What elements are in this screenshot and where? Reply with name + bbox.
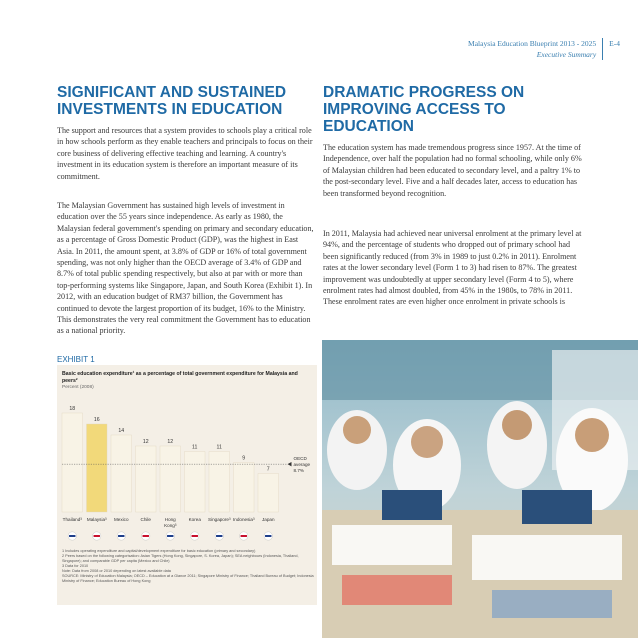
flag-stripe [143, 535, 149, 537]
exhibit-title: Basic education expenditure¹ as a percentage of total government expenditure for Malaysia and peers² [62, 371, 298, 384]
category-label: Singapore³ [208, 517, 231, 522]
bar-value-label: 9 [242, 455, 246, 462]
flag-stripe [94, 535, 100, 537]
oecd-label: 8.7% [293, 468, 304, 474]
exhibit-label: EXHIBIT 1 [57, 355, 95, 364]
bar-1 [87, 424, 108, 512]
header-text [468, 38, 603, 60]
bar-value-label: 11 [192, 444, 198, 451]
bar-value-label: 7 [266, 466, 270, 473]
classroom-illustration [322, 340, 638, 638]
category-label: Malaysia³ [86, 517, 107, 522]
oecd-marker [288, 462, 292, 466]
category-label: Mexico [113, 517, 129, 522]
flag-stripe [167, 535, 173, 537]
bar-value-label: 12 [142, 439, 149, 445]
category-label: Hong [164, 517, 176, 522]
oecd-label: OECD [293, 456, 307, 462]
left-paragraph-1: The support and resources that a system provides to schools play a critical role in how schools perform as they enable teachers and principals to focus on their core business of delivering effective teaching and learning. A country's investment in its education system is therefore an important measure of its commitment. [57, 126, 313, 181]
bar-value-label: 12 [167, 439, 174, 445]
footnote: SOURCE: Ministry of Education Malaysia; OECD – Education at a Glance 2011; Singapore Ministry of Finance; Thailand Bureau of Budget; Indonesia Ministry of Finance; Education Bureau of Hong Kong [62, 574, 314, 583]
footnote: 3 Data for 2010 [62, 564, 89, 568]
flag-stripe [192, 535, 198, 537]
page-number: E-4 [609, 39, 620, 48]
flag-stripe [69, 535, 75, 537]
flag-stripe [241, 535, 247, 537]
bar-7 [234, 463, 255, 513]
category-label: Indonesia³ [233, 517, 255, 522]
bar-value-label: 14 [118, 428, 125, 434]
bar-2 [111, 435, 132, 512]
category-label: Chile [140, 517, 151, 522]
exhibit-panel [57, 365, 317, 605]
category-label: Korea [188, 517, 201, 522]
left-paragraph-2: The Malaysian Government has sustained high levels of investment in education over the 55 years since independence. As early as 1980, the Malaysian federal government's spending on primary and secondary education, as a percentage of Gross Domestic Product (GDP), was the highest in East Asia. In 2011, the amount spent, at 3.8% of GDP or 16% of total government spending, was not only higher than the OECD average of 3.4% of GDP and 8.7% of total public spending respectively, but also at par with or more than top-performing systems like Singapore, Japan, and South Korea (Exhibit 1). In 2012, with an education budget of RM37 billion, the Government has continued to devote the largest proportion of its budget, 16% to the Ministry. This demonstrates the very real commitment the Government has to education as a national priority. [57, 201, 314, 336]
bar-chart [57, 365, 317, 545]
bar-value-label: 16 [93, 417, 100, 423]
flag-stripe [216, 535, 222, 537]
footnote: Note: Data from 2008 or 2010 depending on latest available data [62, 569, 171, 573]
flag-stripe [265, 535, 271, 537]
footnote: 1 Includes operating expenditure and capital/development expenditure for basic education (primary and secondary) [62, 549, 256, 553]
bar-5 [185, 452, 206, 513]
category-label: Kong³ [164, 523, 177, 528]
oecd-label: average [293, 462, 311, 468]
left-heading: SIGNIFICANT AND SUSTAINED INVESTMENTS IN EDUCATION [57, 84, 287, 118]
bar-8 [258, 474, 279, 513]
bar-3 [136, 446, 157, 512]
flag-stripe [118, 535, 124, 537]
header-title: Malaysia Education Blueprint 2013 - 2025 [468, 39, 597, 48]
bar-0 [62, 413, 83, 512]
header-subtitle: Executive Summary [536, 50, 597, 59]
right-heading: DRAMATIC PROGRESS ON IMPROVING ACCESS TO EDUCATION [323, 84, 525, 135]
page-header [468, 38, 620, 60]
bar-value-label: 11 [216, 444, 222, 451]
right-paragraph-1: The education system has made tremendous progress since 1957. At the time of Independence, over half the population had no formal schooling, while only 6% of Malaysian children had been educated to secondary level, and a paltry 1% to the post-secondary level. Five and a half decades later, access to education has been transformed beyond recognition. [323, 143, 582, 198]
classroom-photo [322, 340, 638, 638]
category-label: Thailand³ [62, 517, 82, 522]
exhibit-subtitle: Percent (2008) [62, 385, 94, 390]
bar-value-label: 18 [69, 406, 76, 412]
category-label: Japan [261, 517, 275, 522]
bar-4 [160, 446, 181, 512]
footnote: 2 Peers based on the following categorisation: Asian Tigers (Hong Kong, Singapore, S. Korea, Japan); SEA neighbours (Indonesia, Thailand, Singapore); and comparable GDP per capita (Mexico and Chile) [62, 554, 299, 563]
right-paragraph-2: In 2011, Malaysia had achieved near universal enrolment at the primary level at 94%, and the percentage of students who dropped out of primary school had been significantly reduced (from 3% in 1989 to just 0.2% in 2011). Enrolment rates at the lower secondary level (Form 1 to 3) had risen to 87%. The greatest improvement was undoubtedly at upper secondary level (Form 4 to 5), where enrolment rates had almost doubled, from 45% in the 1980s, to 78% in 2011. These enrolment rates are even higher once enrolment in private schools is [323, 229, 582, 307]
exhibit-footnotes [62, 549, 314, 584]
bar-6 [209, 452, 230, 513]
